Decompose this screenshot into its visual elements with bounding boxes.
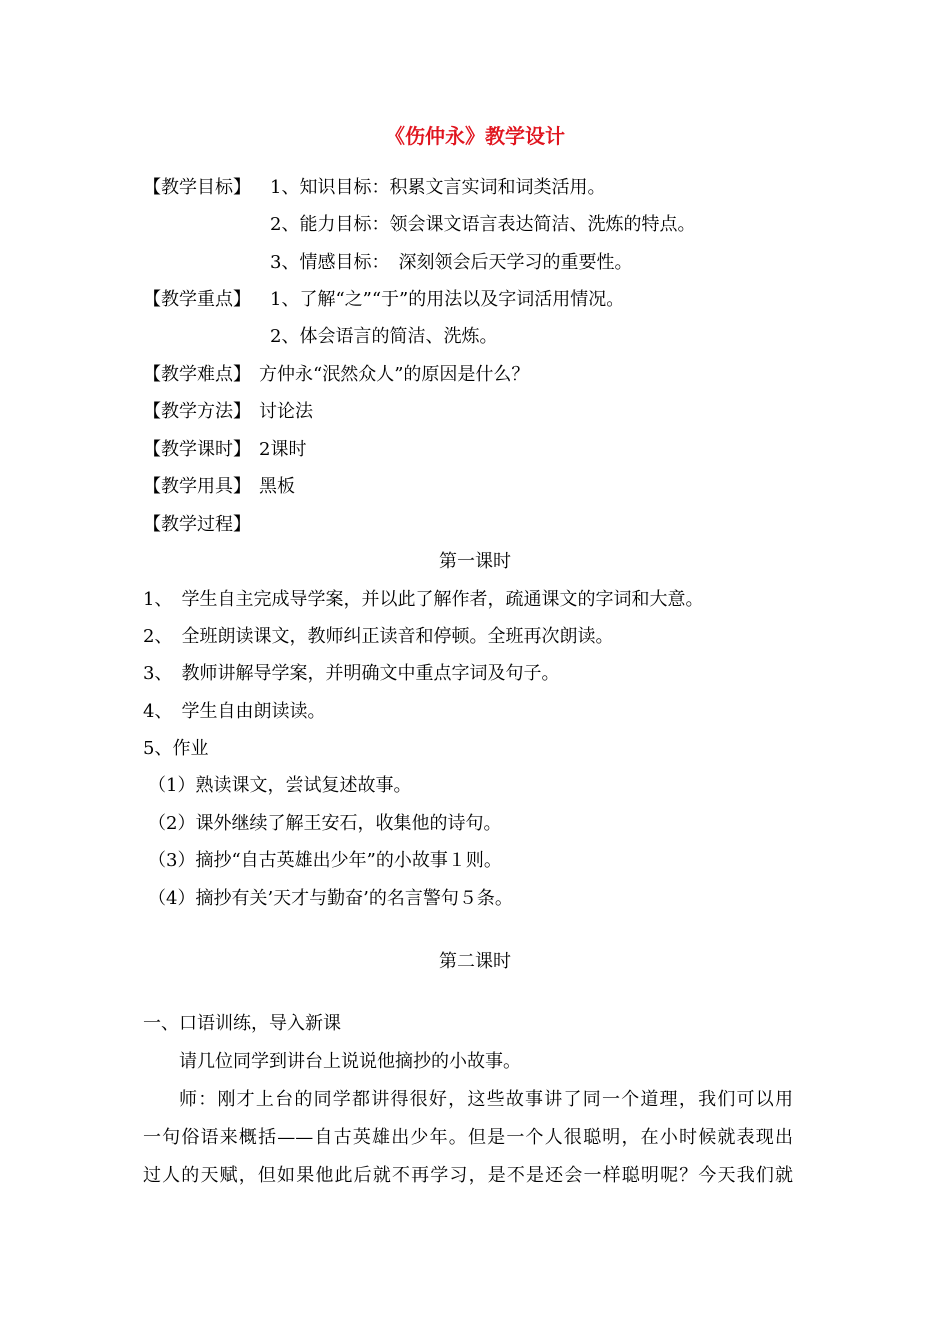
lesson1-step: 5、作业 <box>143 738 209 759</box>
lesson2-paragraph-line: 一句俗语来概括——自古英雄出少年。但是一个人很聪明，在小时候就表现出 <box>143 1127 793 1148</box>
goal-item: 1、知识目标：积累文言实词和词类活用。 <box>270 177 606 198</box>
method-text: 讨论法 <box>259 401 313 422</box>
focus-item: 1、了解“之”“于”的用法以及字词活用情况。 <box>270 289 625 310</box>
homework-item: （2）课外继续了解王安石，收集他的诗句。 <box>148 813 502 834</box>
homework-item: （3）摘抄“自古英雄出少年”的小故事１则。 <box>148 850 502 871</box>
lesson2-paragraph-line: 过人的天赋，但如果他此后就不再学习，是不是还会一样聪明呢？今天我们就 <box>143 1165 793 1186</box>
tools-label: 【教学用具】 <box>143 476 251 497</box>
difficulty-text: 方仲永“泯然众人”的原因是什么？ <box>259 364 530 385</box>
lesson2-section-heading: 一、口语训练，导入新课 <box>143 1013 341 1034</box>
lesson1-step: 4、 学生自由朗读读。 <box>143 701 326 722</box>
lesson1-step: 3、 教师讲解导学案，并明确文中重点字词及句子。 <box>143 663 560 684</box>
lesson2-heading: 第二课时 <box>439 951 511 972</box>
difficulty-label: 【教学难点】 <box>143 364 251 385</box>
focus-label: 【教学重点】 <box>143 289 251 310</box>
homework-item: （1）熟读课文，尝试复述故事。 <box>148 775 412 796</box>
homework-item: （4）摘抄有关’天才与勤奋’的名言警句５条。 <box>148 888 513 909</box>
hours-label: 【教学课时】 <box>143 439 251 460</box>
lesson2-paragraph-line: 师：刚才上台的同学都讲得很好，这些故事讲了同一个道理，我们可以用 <box>179 1089 793 1110</box>
goal-item: 3、情感目标： 深刻领会后天学习的重要性。 <box>270 252 633 273</box>
document-title: 《伤仲永》教学设计 <box>385 124 565 148</box>
lesson2-paragraph: 请几位同学到讲台上说说他摘抄的小故事。 <box>179 1051 521 1072</box>
lesson1-step: 1、 学生自主完成导学案，并以此了解作者，疏通课文的字词和大意。 <box>143 589 704 610</box>
goal-item: 2、能力目标：领会课文语言表达简洁、洗炼的特点。 <box>270 214 696 235</box>
method-label: 【教学方法】 <box>143 401 251 422</box>
focus-item: 2、体会语言的简洁、洗炼。 <box>270 326 498 347</box>
goals-label: 【教学目标】 <box>143 177 251 198</box>
hours-text: 2课时 <box>259 439 307 460</box>
lesson1-step: 2、 全班朗读课文，教师纠正读音和停顿。全班再次朗读。 <box>143 626 614 647</box>
tools-text: 黑板 <box>259 476 295 497</box>
process-label: 【教学过程】 <box>143 514 251 535</box>
lesson1-heading: 第一课时 <box>439 551 511 572</box>
